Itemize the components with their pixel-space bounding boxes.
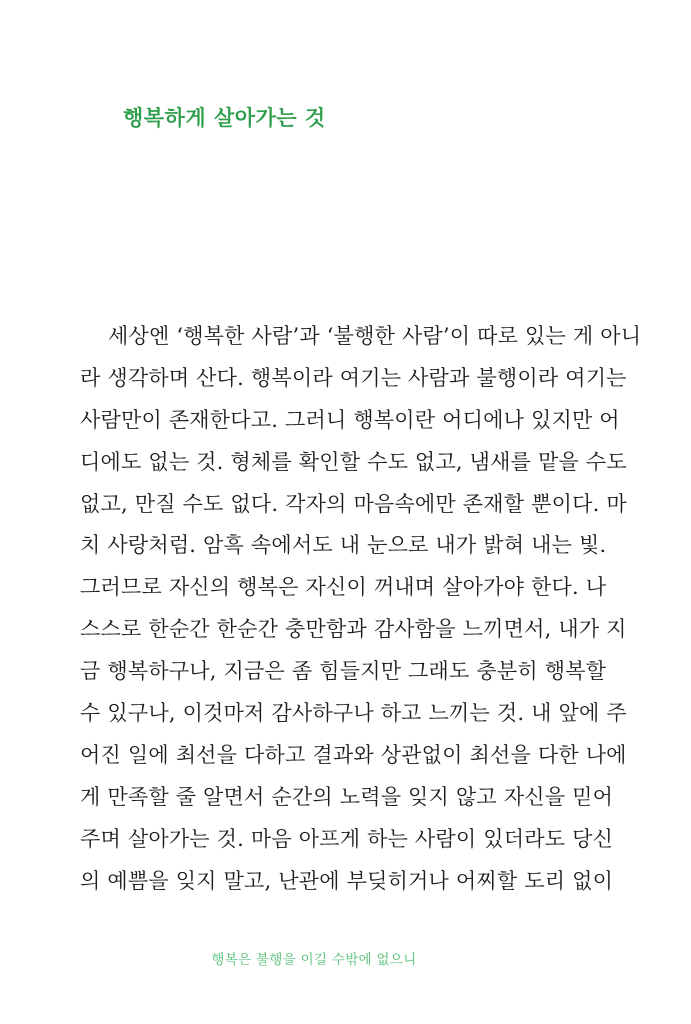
body-line: 의 예쁨을 잊지 말고, 난관에 부딪히거나 어찌할 도리 없이 [80, 868, 614, 893]
body-line: 수 있구나, 이것마저 감사하구나 하고 느끼는 것. 내 앞에 주 [80, 701, 627, 726]
body-paragraph [80, 316, 642, 902]
body-line: 없고, 만질 수도 없다. 각자의 마음속에만 존재할 뿐이다. 마 [80, 491, 627, 516]
body-line: 스스로 한순간 한순간 충만함과 감사함을 느끼면서, 내가 지 [80, 617, 627, 642]
footer-quote: 행복은 불행을 이길 수밖에 없으니 [211, 952, 417, 968]
body-line: 치 사랑처럼. 암흑 속에서도 내 눈으로 내가 밝혀 내는 빛. [80, 533, 607, 558]
body-line: 어진 일에 최선을 다하고 결과와 상관없이 최선을 다한 나에 [80, 742, 627, 767]
body-line: 금 행복하구나, 지금은 좀 힘들지만 그래도 충분히 행복할 [80, 659, 607, 684]
chapter-title: 행복하게 살아가는 것 [123, 105, 326, 130]
body-line: 라 생각하며 산다. 행복이라 여기는 사람과 불행이라 여기는 [80, 365, 627, 390]
body-line: 주며 살아가는 것. 마음 아프게 하는 사람이 있더라도 당신 [80, 826, 614, 851]
body-line: 사람만이 존재한다고. 그러니 행복이란 어디에나 있지만 어 [80, 407, 620, 432]
body-line: 그러므로 자신의 행복은 자신이 꺼내며 살아가야 한다. 나 [80, 575, 607, 600]
body-line: 디에도 없는 것. 형체를 확인할 수도 없고, 냄새를 맡을 수도 [80, 449, 627, 474]
body-line: 게 만족할 줄 알면서 순간의 노력을 잊지 않고 자신을 믿어 [80, 784, 614, 809]
body-line: 세상엔 ‘행복한 사람’과 ‘불행한 사람’이 따로 있는 게 아니 [108, 324, 642, 348]
